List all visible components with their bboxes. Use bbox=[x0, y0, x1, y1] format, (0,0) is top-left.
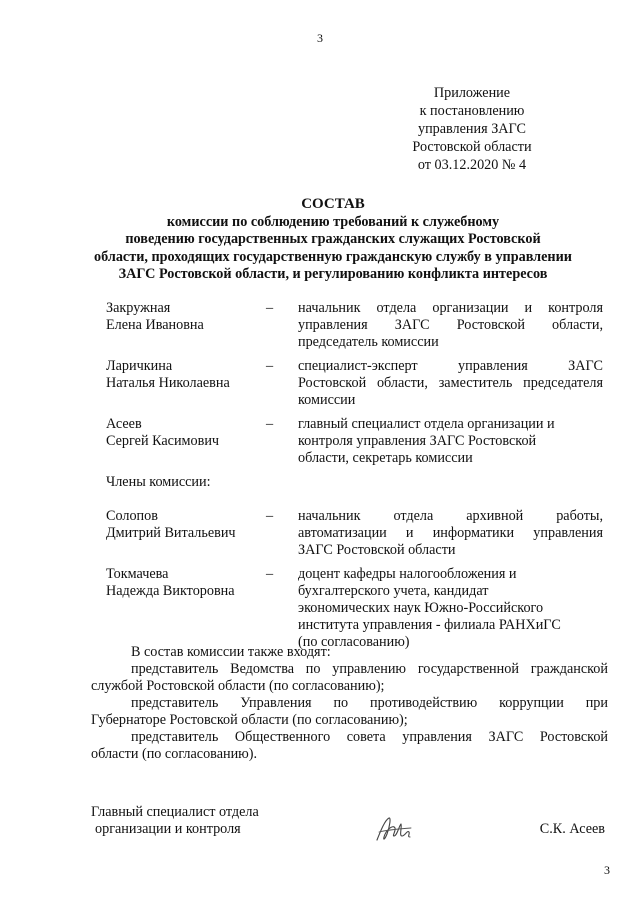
member-row bbox=[106, 300, 606, 351]
member-role-line bbox=[298, 358, 603, 375]
member-role-line bbox=[298, 525, 603, 542]
role-line-text: начальник отдела организации и контроля bbox=[298, 300, 603, 316]
member-row bbox=[106, 358, 606, 409]
also-included-item bbox=[91, 729, 608, 763]
member-name bbox=[106, 358, 266, 409]
member-surname: Закружная bbox=[106, 300, 171, 316]
member-role-line: ЗАГС Ростовской области bbox=[298, 542, 456, 558]
member-row bbox=[106, 416, 606, 467]
title-subtitle-line: поведению государственных гражданских служащих Ростовской bbox=[125, 231, 541, 247]
item-line bbox=[91, 695, 608, 712]
member-role-line: доцент кафедры налогообложения и bbox=[298, 566, 517, 582]
member-role-line: института управления - филиала РАНХиГС bbox=[298, 617, 561, 633]
role-line-text: начальник отдела архивной работы, bbox=[298, 508, 603, 524]
member-given-name: Надежда Викторовна bbox=[106, 583, 235, 599]
member-role-line: бухгалтерского учета, кандидат bbox=[298, 583, 489, 599]
role-line-text: специалист-эксперт управления ЗАГС bbox=[298, 358, 603, 374]
appendix-line: Приложение bbox=[433, 85, 511, 101]
member-role bbox=[298, 300, 603, 351]
signature-block bbox=[91, 804, 608, 838]
member-name bbox=[106, 416, 266, 467]
member-role-line: комиссии bbox=[298, 392, 356, 408]
member-dash: – bbox=[266, 300, 274, 316]
role-line-text: Ростовской области, заместитель председателя bbox=[298, 375, 603, 391]
also-included-section bbox=[91, 644, 608, 763]
item-line: области (по согласованию). bbox=[91, 746, 258, 762]
member-surname: Токмачева bbox=[106, 566, 169, 582]
document-title bbox=[88, 196, 578, 284]
member-role-line bbox=[298, 317, 603, 334]
members-section-label: Члены комиссии: bbox=[106, 474, 211, 490]
member-role-line: области, секретарь комиссии bbox=[298, 450, 473, 466]
member-given-name: Дмитрий Витальевич bbox=[106, 525, 236, 541]
also-included-item bbox=[91, 695, 608, 729]
title-subtitle-line: области, проходящих государственную гражданскую службу в управлении bbox=[94, 248, 572, 265]
item-line: Губернаторе Ростовской области (по согласованию); bbox=[91, 712, 408, 728]
member-surname: Асеев bbox=[106, 416, 142, 432]
member-name bbox=[106, 508, 266, 559]
signer-position-line: Главный специалист отдела bbox=[91, 804, 259, 820]
member-role bbox=[298, 416, 603, 467]
handwritten-signature bbox=[373, 812, 415, 846]
also-included-intro: В состав комиссии также входят: bbox=[131, 644, 331, 660]
also-included-item bbox=[91, 661, 608, 695]
member-name bbox=[106, 566, 266, 651]
member-given-name: Сергей Касимович bbox=[106, 433, 220, 449]
appendix-line: от 03.12.2020 № 4 bbox=[417, 157, 527, 173]
item-line-text: представитель Управления по противодействию коррупции при bbox=[131, 695, 608, 711]
item-line-text: представитель Ведомства по управлению государственной гражданской bbox=[131, 661, 608, 677]
item-line bbox=[91, 729, 608, 746]
signer-name: С.К. Асеев bbox=[539, 821, 605, 837]
title-subtitle-line: ЗАГС Ростовской области, и регулированию конфликта интересов bbox=[118, 266, 548, 282]
member-role-line: (по согласованию) bbox=[298, 634, 410, 650]
member-role-line: контроля управления ЗАГС Ростовской bbox=[298, 433, 537, 449]
signer-position bbox=[91, 804, 608, 838]
item-line: службой Ростовской области (по согласованию); bbox=[91, 678, 385, 694]
member-surname: Солопов bbox=[106, 508, 158, 524]
member-dash: – bbox=[266, 508, 274, 524]
role-line-text: автоматизации и информатики управления bbox=[298, 525, 603, 541]
appendix-line: к постановлению bbox=[419, 103, 525, 119]
member-dash: – bbox=[266, 566, 274, 582]
title-main: СОСТАВ bbox=[301, 196, 365, 212]
member-row bbox=[106, 566, 606, 651]
member-given-name: Елена Ивановна bbox=[106, 317, 204, 333]
member-role-line: главный специалист отдела организации и bbox=[298, 416, 555, 432]
appendix-line: управления ЗАГС bbox=[417, 121, 527, 137]
member-dash: – bbox=[266, 416, 274, 432]
member-role-line: экономических наук Южно-Российского bbox=[298, 600, 544, 616]
item-line bbox=[91, 661, 608, 678]
member-surname: Ларичкина bbox=[106, 358, 173, 374]
item-line-text: представитель Общественного совета управления ЗАГС Ростовской bbox=[131, 729, 608, 745]
appendix-block bbox=[362, 84, 582, 174]
page-number-bottom: 3 bbox=[604, 863, 610, 877]
member-role bbox=[298, 566, 603, 651]
member-role-line bbox=[298, 508, 603, 525]
member-role-line: председатель комиссии bbox=[298, 334, 439, 350]
member-role-line bbox=[298, 300, 603, 317]
role-line-text: управления ЗАГС Ростовской области, bbox=[298, 317, 603, 333]
appendix-line: Ростовской области bbox=[412, 139, 532, 155]
member-role bbox=[298, 508, 603, 559]
member-role bbox=[298, 358, 603, 409]
member-dash: – bbox=[266, 358, 274, 374]
member-role-line bbox=[298, 375, 603, 392]
member-row bbox=[106, 508, 606, 559]
page-number-top: 3 bbox=[317, 31, 323, 45]
members-list bbox=[106, 300, 606, 651]
member-name bbox=[106, 300, 266, 351]
member-given-name: Наталья Николаевна bbox=[106, 375, 230, 391]
title-subtitle-line: комиссии по соблюдению требований к служебному bbox=[166, 213, 500, 230]
signer-position-line: организации и контроля bbox=[95, 821, 241, 837]
